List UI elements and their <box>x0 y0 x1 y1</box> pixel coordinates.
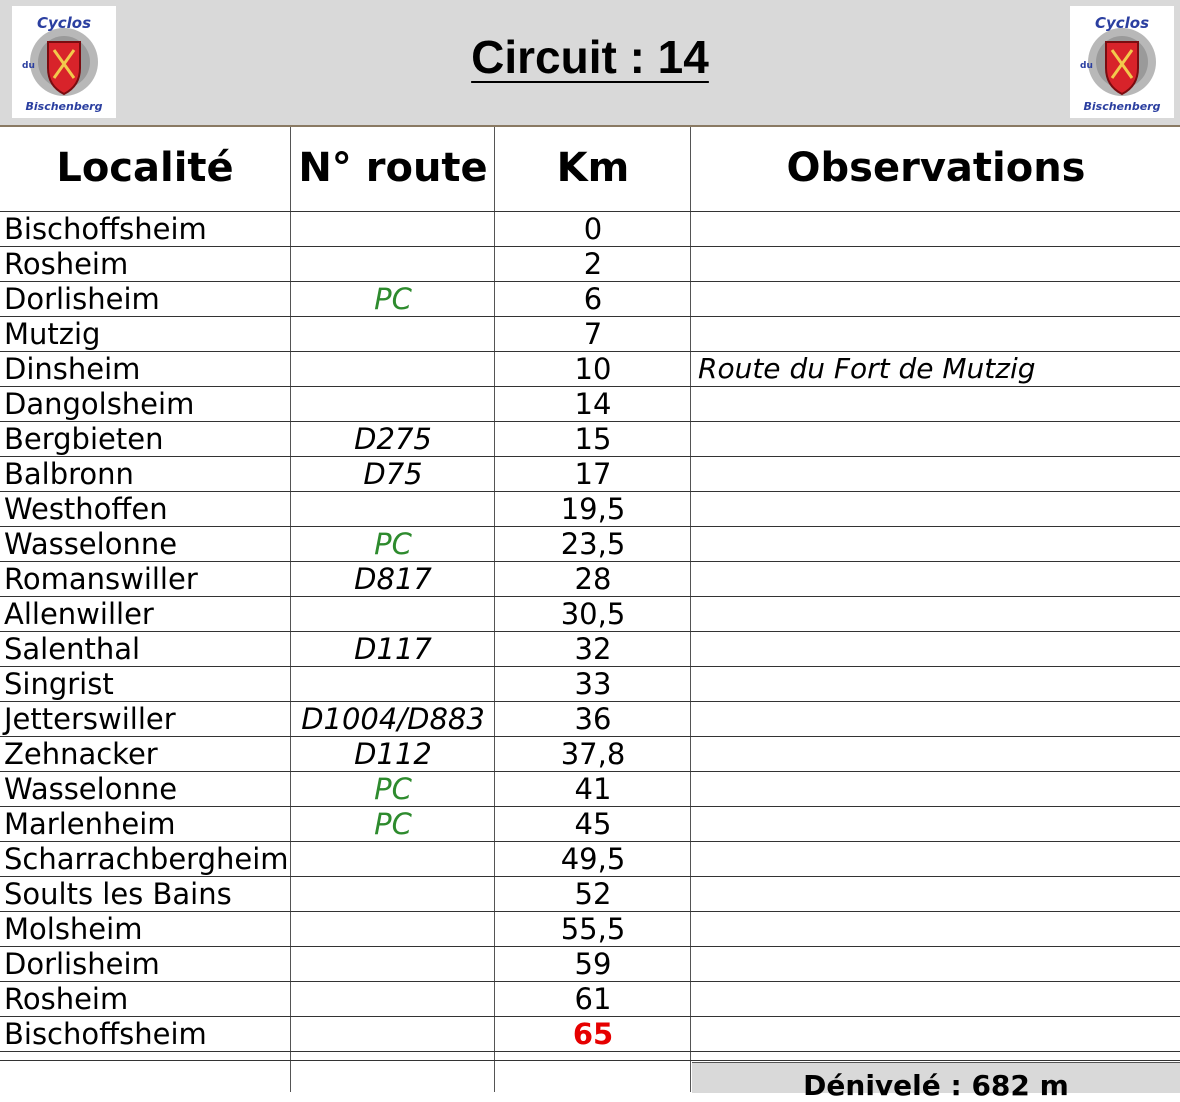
cell-observation <box>698 387 1178 421</box>
cell-route: PC <box>374 527 412 561</box>
svg-text:Cyclos: Cyclos <box>1094 14 1150 32</box>
cell-route: D1004/D883 <box>301 702 485 736</box>
table-row <box>0 702 1180 737</box>
cell-km: 23,5 <box>560 527 626 561</box>
cell-route: D275 <box>354 422 432 456</box>
table-row <box>0 247 1180 282</box>
cell-km: 32 <box>574 632 612 666</box>
cell-route: PC <box>374 282 412 316</box>
table-row <box>0 282 1180 317</box>
cell-locality: Westhoffen <box>4 492 168 526</box>
cell-observation <box>698 772 1178 806</box>
cell-locality: Balbronn <box>4 457 134 491</box>
cell-route <box>292 842 494 876</box>
table-row <box>0 912 1180 947</box>
cell-observation <box>698 702 1178 736</box>
cell-km: 37,8 <box>560 737 626 771</box>
table-header <box>0 127 1180 212</box>
cell-km: 61 <box>574 982 612 1016</box>
cell-route: PC <box>374 772 412 806</box>
cell-locality: Singrist <box>4 667 114 701</box>
table-row <box>0 772 1180 807</box>
cell-route <box>292 317 494 351</box>
cell-observation: Route du Fort de Mutzig <box>698 352 1036 385</box>
cell-route <box>292 352 494 386</box>
cell-locality: Jetterswiller <box>4 702 176 736</box>
column-header-observations: Observations <box>786 145 1086 191</box>
cell-route <box>292 877 494 911</box>
svg-text:Cyclos: Cyclos <box>36 14 92 32</box>
cell-observation <box>698 842 1178 876</box>
cell-km: 0 <box>583 212 603 246</box>
table-row <box>0 527 1180 562</box>
cell-km: 19,5 <box>560 492 626 526</box>
cell-locality: Dinsheim <box>4 352 141 386</box>
table-row <box>0 807 1180 842</box>
cell-locality: Wasselonne <box>4 527 178 561</box>
cell-route: D112 <box>354 737 432 771</box>
column-header-localite: Localité <box>56 145 234 191</box>
cell-locality: Zehnacker <box>4 737 158 771</box>
svg-text:du: du <box>22 61 35 71</box>
cell-km: 7 <box>583 317 603 351</box>
cell-km: 59 <box>574 947 612 981</box>
cell-locality: Mutzig <box>4 317 101 351</box>
cell-locality: Scharrachbergheim <box>4 842 289 876</box>
table-row <box>0 737 1180 772</box>
elevation-text: Dénivelé : 682 m <box>803 1069 1069 1102</box>
cell-km: 6 <box>583 282 603 316</box>
cell-observation <box>698 807 1178 841</box>
cell-route <box>292 597 494 631</box>
cell-route <box>292 247 494 281</box>
cell-km: 30,5 <box>560 597 626 631</box>
cell-km: 41 <box>574 772 612 806</box>
cell-locality: Romanswiller <box>4 562 198 596</box>
cell-km: 36 <box>574 702 612 736</box>
table-row <box>0 597 1180 632</box>
cell-locality: Dangolsheim <box>4 387 195 421</box>
cell-km: 52 <box>574 877 612 911</box>
cell-km: 15 <box>574 422 612 456</box>
cell-route: PC <box>374 807 412 841</box>
table-row <box>0 562 1180 597</box>
table-row <box>0 422 1180 457</box>
cell-locality: Salenthal <box>4 632 141 666</box>
cell-locality: Bischoffsheim <box>4 212 207 246</box>
svg-text:du: du <box>1080 61 1093 71</box>
cell-route: D117 <box>354 632 432 666</box>
cell-locality: Dorlisheim <box>4 947 160 981</box>
cell-observation <box>698 877 1178 911</box>
table-row <box>0 317 1180 352</box>
cell-observation <box>698 527 1178 561</box>
page-title: Circuit : 14 <box>471 31 709 83</box>
cell-km: 2 <box>583 247 603 281</box>
cell-route <box>292 982 494 1016</box>
cell-locality: Soults les Bains <box>4 877 232 911</box>
cell-route <box>292 387 494 421</box>
cell-km: 33 <box>574 667 612 701</box>
cell-observation <box>698 947 1178 981</box>
cell-observation <box>698 492 1178 526</box>
cell-km: 28 <box>574 562 612 596</box>
table-row <box>0 947 1180 982</box>
svg-text:Bischenberg: Bischenberg <box>1083 100 1161 113</box>
cell-observation <box>698 457 1178 491</box>
table-row <box>0 667 1180 702</box>
cell-locality: Wasselonne <box>4 772 178 806</box>
cell-route <box>292 912 494 946</box>
cell-locality: Rosheim <box>4 982 129 1016</box>
table-row <box>0 212 1180 247</box>
column-header-route: N° route <box>298 145 488 191</box>
column-header-km: Km <box>556 145 630 191</box>
cell-observation <box>698 982 1178 1016</box>
table-row <box>0 842 1180 877</box>
page-header <box>0 0 1180 127</box>
cell-km: 14 <box>574 387 612 421</box>
cell-locality: Dorlisheim <box>4 282 160 316</box>
cell-route: D75 <box>363 457 423 491</box>
cell-route <box>292 212 494 246</box>
table-row <box>0 877 1180 912</box>
table-row <box>0 352 1180 387</box>
svg-text:Bischenberg: Bischenberg <box>25 100 103 113</box>
table-row <box>0 632 1180 667</box>
cell-km: 17 <box>574 457 612 491</box>
cell-observation <box>698 912 1178 946</box>
cell-observation <box>698 632 1178 666</box>
cell-km: 65 <box>572 1017 614 1051</box>
cell-km: 45 <box>574 807 612 841</box>
cell-route <box>292 947 494 981</box>
table-row-empty <box>0 1028 1180 1061</box>
cell-km: 55,5 <box>560 912 626 946</box>
table-row <box>0 492 1180 527</box>
cell-observation <box>698 562 1178 596</box>
cell-km: 10 <box>574 352 612 386</box>
cell-locality: Marlenheim <box>4 807 176 841</box>
cell-locality: Allenwiller <box>4 597 154 631</box>
cell-observation <box>698 667 1178 701</box>
cell-locality: Bergbieten <box>4 422 164 456</box>
cell-locality: Rosheim <box>4 247 129 281</box>
cell-route <box>292 492 494 526</box>
table-row <box>0 457 1180 492</box>
cell-observation <box>698 212 1178 246</box>
table-body <box>0 212 1180 1052</box>
cell-locality: Molsheim <box>4 912 143 946</box>
cell-km: 49,5 <box>560 842 626 876</box>
cell-observation <box>698 597 1178 631</box>
cell-observation <box>698 422 1178 456</box>
cell-locality: Bischoffsheim <box>4 1017 207 1051</box>
cell-observation <box>698 737 1178 771</box>
cell-observation <box>698 282 1178 316</box>
cell-observation <box>698 247 1178 281</box>
cell-route <box>292 667 494 701</box>
table-row <box>0 387 1180 422</box>
elevation-box <box>692 1062 1180 1102</box>
club-logo-icon <box>1070 6 1174 118</box>
cell-route: D817 <box>354 562 432 596</box>
table-row <box>0 982 1180 1017</box>
cell-observation <box>698 317 1178 351</box>
